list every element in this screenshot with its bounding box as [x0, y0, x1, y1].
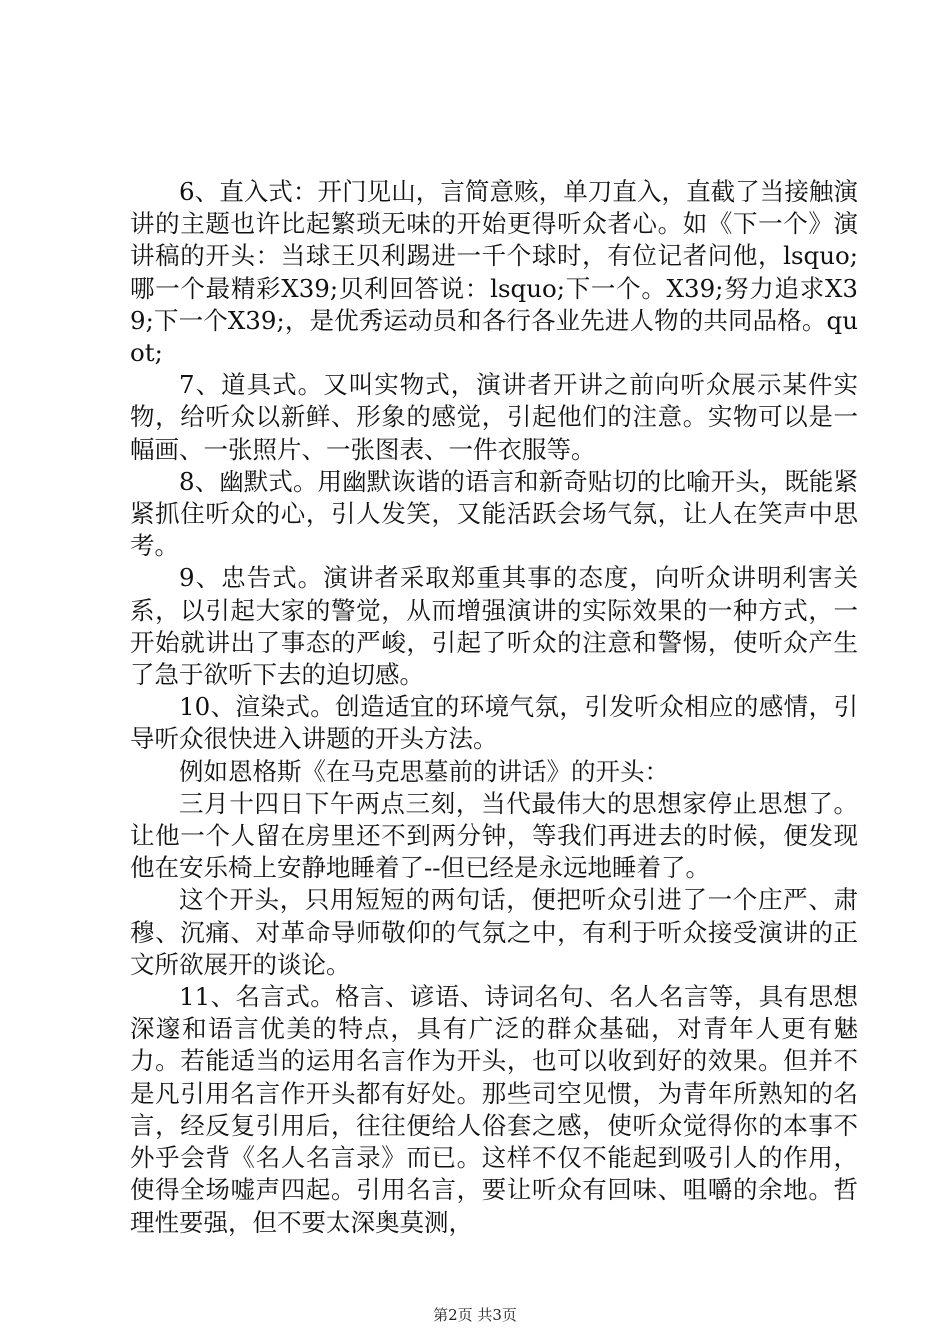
paragraph-engels-quote: 三月十四日下午两点三刻，当代最伟大的思想家停止思想了。让他一个人留在房里还不到两分钟，等我们再进去的时候，便发现他在安乐椅上安静地睡着了--但已经是永远地睡着了。 [130, 788, 858, 883]
document-body [130, 176, 858, 1239]
paragraph-humor-style: 8、幽默式。用幽默诙谐的语言和新奇贴切的比喻开头，既能紧紧抓住听众的心，引人发笑，又能活跃会场气氛，让人在笑声中思考。 [130, 466, 858, 561]
page-number-footer: 第2页 共3页 [433, 1306, 517, 1324]
paragraph-famous-quote-style: 11、名言式。格言、谚语、诗词名句、名人名言等，具有思想深邃和语言优美的特点，具有广泛的群众基础，对青年人更有魅力。若能适当的运用名言作为开头，也可以收到好的效果。但并不是凡引用名言作开头都有好处。那些司空见惯，为青年所熟知的名言，经反复引用后，往往便给人俗套之感，使听众觉得你的本事不外乎会背《名人名言录》而已。这样不仅不能起到吸引人的作用，使得全场嘘声四起。引用名言，要让听众有回味、咀嚼的余地。哲理性要强，但不要太深奥莫测， [130, 982, 858, 1237]
paragraph-prop-style: 7、道具式。又叫实物式，演讲者开讲之前向听众展示某件实物，给听众以新鲜、形象的感觉，引起他们的注意。实物可以是一幅画、一张照片、一张图表、一件衣服等。 [130, 370, 858, 464]
paragraph-quote-analysis: 这个开头，只用短短的两句话，便把听众引进了一个庄严、肃穆、沉痛、对革命导师敬仰的气氛之中，有利于听众接受演讲的正文所欲展开的谈论。 [130, 885, 858, 979]
paragraph-atmosphere-style: 10、渲染式。创造适宜的环境气氛，引发听众相应的感情，引导听众很快进入讲题的开头方法。 [130, 692, 858, 754]
paragraph-example-intro: 例如恩格斯《在马克思墓前的讲话》的开头： [179, 756, 669, 786]
paragraph-direct-entry: 6、直入式：开门见山，言简意赅，单刀直入，直截了当接触演讲的主题也许比起繁琐无味的开始更得听众者心。如《下一个》演讲稿的开头：当球王贝利踢进一千个球时，有位记者问他，lsquo;哪一个最精彩X39;贝利回答说：lsquo;下一个。X39;努力追求X39;下一个X39;，是优秀运动员和各行各业先进人物的共同品格。quot; [130, 177, 858, 368]
paragraph-advice-style: 9、忠告式。演讲者采取郑重其事的态度，向听众讲明利害关系，以引起大家的警觉，从而增强演讲的实际效果的一种方式，一开始就讲出了事态的严峻，引起了听众的注意和警惕，使听众产生了急于欲听下去的迫切感。 [130, 563, 858, 690]
